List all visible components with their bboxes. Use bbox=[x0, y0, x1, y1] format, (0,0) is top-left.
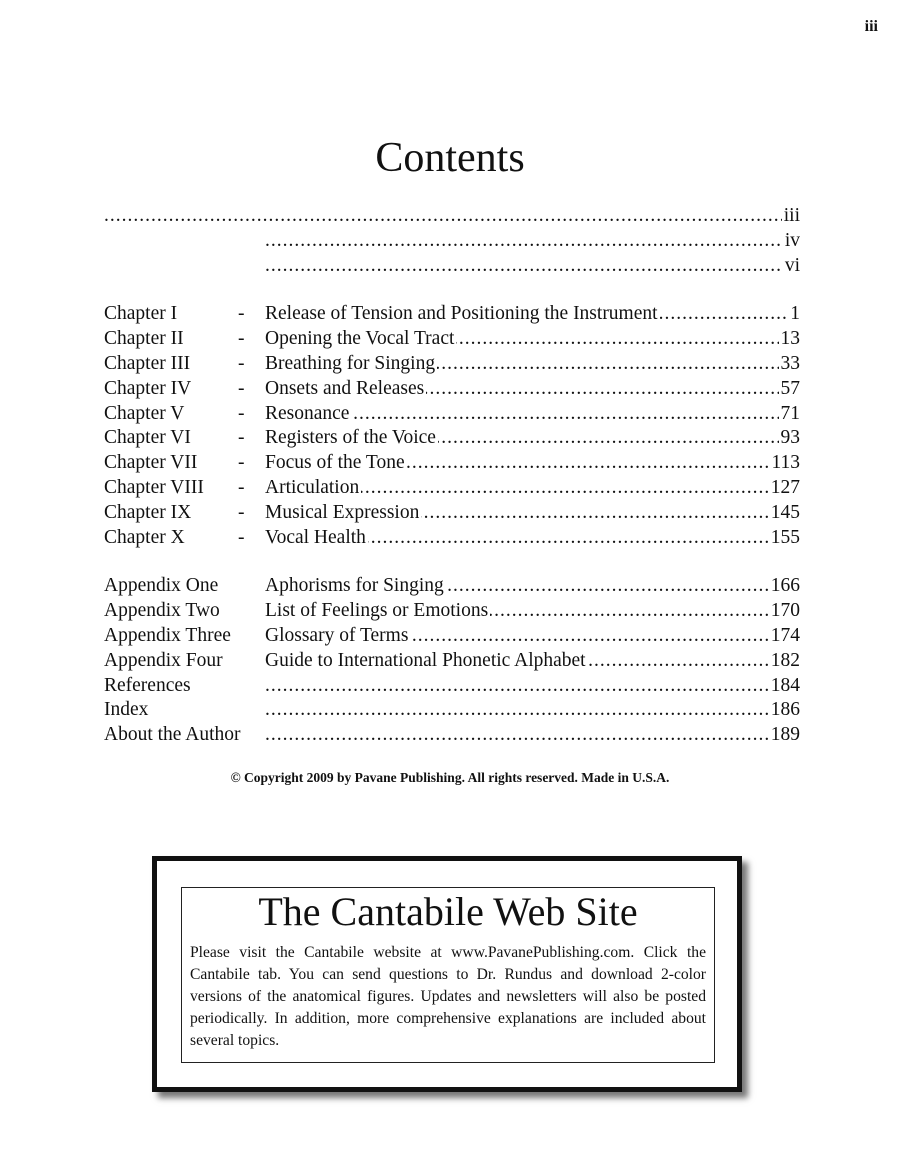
toc-entry-label: References bbox=[104, 674, 193, 699]
toc-entry-label: Chapter VIII bbox=[104, 476, 206, 501]
toc-entry bbox=[104, 698, 800, 723]
dot-leader bbox=[265, 723, 800, 748]
dot-leader bbox=[265, 674, 800, 699]
toc-entry-page: 33 bbox=[779, 352, 801, 377]
website-box-text: Please visit the Cantabile website at www.PavanePublishing.com. Click the Cantabile tab. You can send questions to Dr. Rundus and download 2-color versions of the anatomical figures. Updates and newsletters will also be posted periodically. In addition, more comprehensive explanations are included about several topics. bbox=[190, 944, 706, 1049]
toc-entry-label: Index bbox=[104, 698, 150, 723]
toc-entry-page: 93 bbox=[779, 426, 801, 451]
toc-entry-body bbox=[265, 698, 800, 723]
toc-entry-page: 127 bbox=[769, 476, 800, 501]
toc-entry bbox=[104, 649, 800, 674]
toc-entry-title: Opening the Vocal Tract bbox=[265, 327, 456, 352]
toc-entry-page: 186 bbox=[769, 698, 800, 723]
dot-leader bbox=[104, 204, 800, 229]
page-title: Contents bbox=[375, 135, 525, 181]
website-box-inner bbox=[181, 887, 715, 1063]
toc-entry-title: Breathing for Singing bbox=[265, 352, 437, 377]
toc-entry-body bbox=[265, 501, 800, 526]
chapter-list bbox=[104, 302, 800, 550]
toc-entry bbox=[104, 254, 800, 279]
toc-entry-page: 189 bbox=[769, 723, 800, 748]
toc-entry bbox=[104, 204, 800, 229]
toc-entry bbox=[104, 574, 800, 599]
toc-entry bbox=[104, 352, 800, 377]
toc-entry bbox=[104, 327, 800, 352]
toc-entry-body bbox=[265, 476, 800, 501]
toc-entry-page: 13 bbox=[779, 327, 801, 352]
toc-entry-body bbox=[265, 426, 800, 451]
toc-entry-separator: - bbox=[238, 352, 245, 374]
toc-entry-label: Appendix Four bbox=[104, 649, 225, 674]
toc-entry-body bbox=[265, 327, 800, 352]
toc-entry-label: Chapter I bbox=[104, 302, 179, 327]
website-box-title: The Cantabile Web Site bbox=[258, 889, 638, 934]
toc-entry-separator: - bbox=[238, 476, 245, 498]
toc-entry-title: Registers of the Voice bbox=[265, 426, 438, 451]
toc-entry-separator: - bbox=[238, 377, 245, 399]
toc-entry-body bbox=[265, 204, 800, 229]
toc-entry-title: Onsets and Releases bbox=[265, 377, 426, 402]
toc-entry-label: Chapter V bbox=[104, 402, 186, 427]
toc-entry-body bbox=[265, 599, 800, 624]
toc-entry-separator: - bbox=[238, 501, 245, 523]
toc-entry bbox=[104, 377, 800, 402]
toc-entry-title: Vocal Health bbox=[265, 526, 368, 551]
toc-entry-title: Articulation bbox=[265, 476, 361, 501]
table-of-contents bbox=[104, 204, 800, 748]
toc-entry-separator: - bbox=[238, 402, 245, 424]
toc-entry-page: 184 bbox=[769, 674, 800, 699]
toc-entry-label: Chapter IX bbox=[104, 501, 193, 526]
toc-entry bbox=[104, 624, 800, 649]
toc-entry-page: iv bbox=[783, 229, 800, 254]
toc-entry-label: Appendix One bbox=[104, 574, 220, 599]
toc-entry-body bbox=[265, 229, 800, 254]
toc-entry bbox=[104, 302, 800, 327]
toc-entry-page: vi bbox=[783, 254, 800, 279]
toc-entry-label: Chapter X bbox=[104, 526, 187, 551]
toc-entry-label: Chapter VII bbox=[104, 451, 199, 476]
toc-entry bbox=[104, 402, 800, 427]
toc-entry-label: Chapter III bbox=[104, 352, 192, 377]
toc-entry bbox=[104, 229, 800, 254]
toc-entry-body bbox=[265, 574, 800, 599]
toc-entry-title: Aphorisms for Singing bbox=[265, 574, 446, 599]
back-matter-list bbox=[104, 574, 800, 748]
toc-entry-label: Appendix Two bbox=[104, 599, 222, 624]
toc-entry-label: Chapter VI bbox=[104, 426, 193, 451]
toc-entry-label: Chapter II bbox=[104, 327, 186, 352]
toc-entry-body bbox=[265, 526, 800, 551]
toc-entry-body bbox=[265, 674, 800, 699]
toc-entry-title: List of Feelings or Emotions bbox=[265, 599, 490, 624]
toc-entry-separator: - bbox=[238, 427, 245, 449]
toc-entry-body bbox=[265, 377, 800, 402]
toc-entry-separator: - bbox=[238, 452, 245, 474]
toc-entry-page: 1 bbox=[788, 302, 800, 327]
toc-entry bbox=[104, 476, 800, 501]
toc-entry-page: 155 bbox=[769, 526, 800, 551]
toc-entry-page: 57 bbox=[779, 377, 801, 402]
toc-entry-label: About the Author bbox=[104, 723, 243, 748]
toc-entry-page: iii bbox=[782, 204, 800, 229]
toc-entry-body bbox=[265, 624, 800, 649]
toc-entry bbox=[104, 526, 800, 551]
toc-entry-page: 166 bbox=[769, 574, 800, 599]
toc-entry-label: Chapter IV bbox=[104, 377, 193, 402]
toc-entry bbox=[104, 501, 800, 526]
toc-entry-page: 113 bbox=[769, 451, 800, 476]
toc-entry bbox=[104, 451, 800, 476]
toc-entry-body bbox=[265, 451, 800, 476]
front-matter-list bbox=[104, 204, 800, 278]
toc-entry-body bbox=[265, 723, 800, 748]
toc-entry-separator: - bbox=[238, 526, 245, 548]
dot-leader bbox=[265, 229, 800, 254]
dot-leader bbox=[265, 254, 800, 279]
page-number: iii bbox=[864, 18, 878, 35]
toc-entry-page: 174 bbox=[769, 624, 800, 649]
toc-entry-page: 182 bbox=[769, 649, 800, 674]
toc-entry-body bbox=[265, 402, 800, 427]
toc-entry-title: Guide to International Phonetic Alphabet bbox=[265, 649, 588, 674]
toc-entry-title: Glossary of Terms bbox=[265, 624, 410, 649]
toc-entry bbox=[104, 674, 800, 699]
toc-entry-label: Appendix Three bbox=[104, 624, 233, 649]
toc-entry bbox=[104, 723, 800, 748]
toc-entry-title: Focus of the Tone bbox=[265, 451, 407, 476]
toc-entry-separator: - bbox=[238, 303, 245, 325]
toc-entry-title: Musical Expression bbox=[265, 501, 421, 526]
toc-entry-body bbox=[265, 302, 800, 327]
toc-entry bbox=[104, 426, 800, 451]
toc-entry-title: Resonance bbox=[265, 402, 351, 427]
toc-entry-body bbox=[265, 649, 800, 674]
toc-entry-page: 170 bbox=[769, 599, 800, 624]
toc-entry-body bbox=[265, 254, 800, 279]
website-box bbox=[152, 856, 742, 1092]
toc-entry-page: 71 bbox=[779, 402, 801, 427]
toc-entry-separator: - bbox=[238, 328, 245, 350]
dot-leader bbox=[265, 698, 800, 723]
toc-entry-page: 145 bbox=[769, 501, 800, 526]
copyright-notice: © Copyright 2009 by Pavane Publishing. All rights reserved. Made in U.S.A. bbox=[230, 770, 670, 785]
toc-entry-body bbox=[265, 352, 800, 377]
toc-entry bbox=[104, 599, 800, 624]
toc-entry-title: Release of Tension and Positioning the Instrument bbox=[265, 302, 660, 327]
